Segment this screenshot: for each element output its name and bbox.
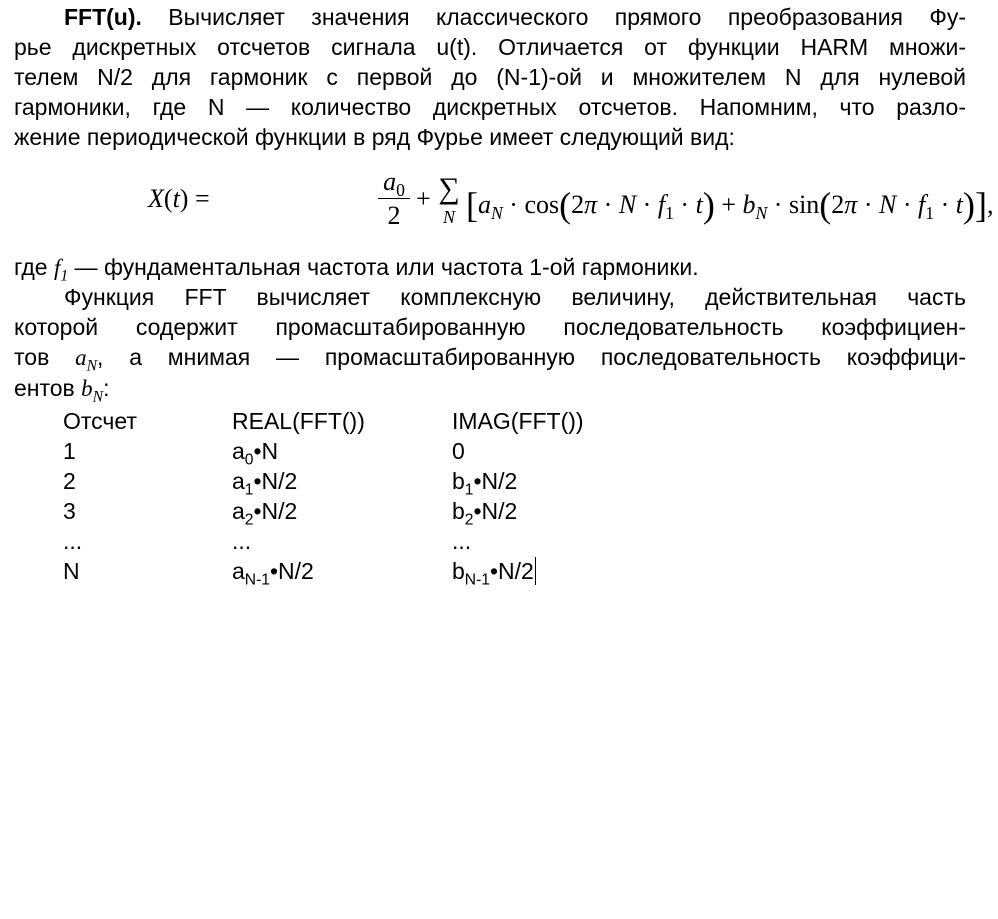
header-sample: Отсчет [63, 408, 137, 434]
var-sub: 1 [60, 267, 69, 285]
math-var [81, 376, 104, 406]
text-span: где [14, 254, 54, 280]
cell-sub: N-1 [464, 571, 490, 589]
formula-plus: + [416, 184, 431, 213]
formula-fraction [376, 166, 412, 231]
var-letter: b [81, 376, 93, 401]
function-name: FFT(u). [64, 4, 142, 30]
cell-text: •N/2 [253, 498, 298, 524]
formula-body: $[a_N \cdot \cos(2\pi \cdot N \cdot f_1 \cdot t) + b_N \cdot \sin(2\pi \cdot N \cdot f_1 \cdot t)]$, [466, 185, 994, 225]
cell-real [232, 436, 279, 469]
cell-imag [452, 526, 471, 556]
var-sub: N [92, 388, 104, 406]
cell-text: b [452, 468, 465, 494]
paragraph-intro [14, 2, 966, 152]
header-real: REAL(FFT()) [232, 408, 365, 434]
cell-text: •N [253, 438, 279, 464]
text-span: — фундаментальная частота или частота 1-ой гармоники. [68, 254, 699, 280]
cell-imag [452, 556, 536, 589]
var-sub: N [86, 357, 98, 375]
text-line [14, 342, 966, 373]
text-span: ентов [14, 375, 82, 401]
sigma-symbol: ∑ [438, 172, 460, 205]
fraction-denominator: 2 [387, 201, 401, 230]
cell-imag [452, 496, 518, 529]
var-letter: a [75, 345, 87, 370]
cell-text: •N/2 [473, 468, 518, 494]
text-line: жение периодической функции в ряд Фурье имеет следующий вид: [14, 124, 735, 150]
numerator-sub: 0 [396, 180, 405, 201]
cell-text: •N/2 [489, 558, 534, 584]
cell-sample: 2 [63, 468, 76, 494]
cell-sub: 1 [244, 481, 254, 499]
cell-real [232, 556, 314, 589]
text-line: которой содержит промасштабированную последовательность коэффициен- [14, 314, 966, 340]
paragraph-fundamental [14, 252, 966, 283]
text-line: телем N/2 для гармоник с первой до (N-1)-ой и множителем N для нулевой [14, 64, 966, 90]
cell-sub: 2 [464, 511, 474, 529]
text-cursor [535, 557, 536, 585]
math-var [75, 345, 98, 375]
cell-text: a [232, 468, 245, 494]
formula-lhs: X(t) = [148, 184, 210, 213]
cell-text: b [452, 558, 465, 584]
cell-real [232, 526, 251, 556]
text-line [14, 252, 966, 283]
cell-text: a [232, 498, 245, 524]
cell-text: ... [232, 528, 252, 554]
text-line: рье дискретных отсчетов сигнала u(t). Отличается от функции HARM множи- [14, 34, 966, 60]
text-span: Вычисляет значения классического прямого преобразования Фу- [141, 4, 966, 30]
cell-sample: N [63, 558, 80, 584]
text-line: Функция FFT вычисляет комплексную величину, действительная часть [64, 284, 966, 310]
cell-sub: 1 [464, 481, 474, 499]
math-var [53, 255, 69, 285]
cell-text: •N/2 [253, 468, 298, 494]
cell-sub: 2 [244, 511, 254, 529]
cell-imag [452, 436, 465, 466]
fraction-numerator [376, 166, 412, 201]
cell-text: 0 [452, 438, 465, 464]
numerator-var: a [383, 167, 397, 196]
sigma-index: N [442, 207, 455, 227]
text-line [14, 2, 966, 32]
text-span: , а мнимая — промасштабированную последовательность коэффици- [97, 344, 966, 370]
cell-sample: ... [63, 528, 83, 554]
cell-text: •N/2 [473, 498, 518, 524]
cell-sample: 1 [63, 438, 76, 464]
cell-real [232, 496, 298, 529]
cell-text: ... [452, 528, 472, 554]
cell-real [232, 466, 298, 499]
cell-text: a [232, 438, 245, 464]
summation-sign [437, 174, 461, 230]
cell-sample: 3 [63, 498, 76, 524]
cell-text: a [232, 558, 245, 584]
var-letter: f [53, 255, 61, 280]
text-span: тов [14, 344, 76, 370]
cell-imag [452, 466, 518, 499]
cell-sub: 0 [244, 451, 254, 469]
paragraph-fft-description [14, 282, 966, 404]
cell-sub: N-1 [244, 571, 270, 589]
text-line: гармоники, где N — количество дискретных отсчетов. Напомним, что разло- [14, 94, 966, 120]
cell-text: b [452, 498, 465, 524]
text-span: : [103, 375, 110, 401]
text-line [14, 373, 966, 404]
header-imag: IMAG(FFT()) [452, 408, 584, 434]
cell-text: •N/2 [269, 558, 314, 584]
